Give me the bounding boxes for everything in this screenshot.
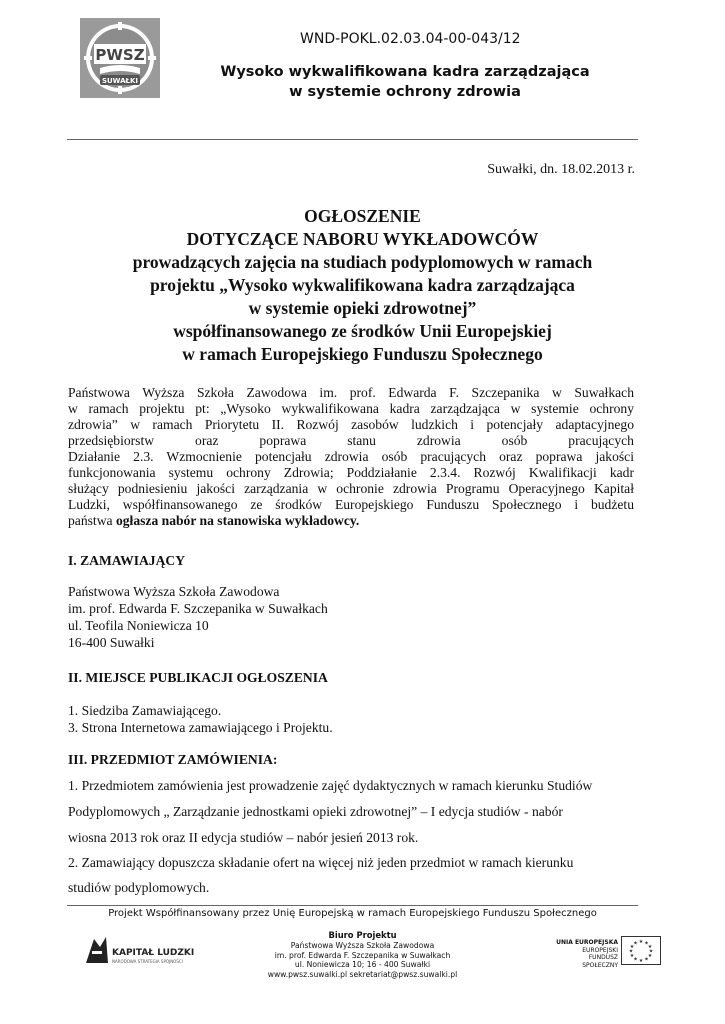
- title-line-7: w ramach Europejskiego Funduszu Społecznego: [182, 344, 543, 364]
- svg-text:★: ★: [647, 953, 653, 959]
- office-line: im. prof. Edwarda F. Szczepanika w Suwałkach: [274, 950, 451, 960]
- intro-line-3: zdrowia” w ramach Priorytetu II. Rozwój zasobów ludzkich i potencjały adaptacyjnego: [68, 417, 634, 432]
- svg-text:★: ★: [633, 940, 638, 947]
- intro-word: pracujących: [568, 433, 634, 448]
- intro-line-4: [68, 433, 634, 449]
- svg-text:★: ★: [638, 958, 644, 964]
- intro-line-7: służący podniesieniu jakości zarządzania w ochronie zdrowia Programu Operacyjnego Kapitał: [68, 481, 634, 496]
- intro-line-2: w ramach projektu pt: „Wysoko wykwalifikowana kadra zarządzająca w systemie ochrony: [68, 401, 634, 416]
- section-1-line: im. prof. Edwarda F. Szczepanika w Suwałkach: [68, 601, 328, 616]
- section-3-line: studiów podyplomowych.: [68, 880, 210, 895]
- intro-line-9-prefix: państwa: [68, 513, 116, 528]
- eu-fund-label: [556, 939, 618, 969]
- svg-text:★: ★: [648, 948, 654, 955]
- section-3-line: 1. Przedmiotem zamówienia jest prowadzenie zajęć dydaktycznych w ramach kierunku Studiów: [68, 778, 593, 793]
- section-2-line: 3. Strona Internetowa zamawiającego i Projektu.: [68, 720, 333, 735]
- section-1-line: 16-400 Suwałki: [68, 635, 155, 650]
- project-title-line1: Wysoko wykwalifikowana kadra zarządzająca: [220, 64, 590, 80]
- title-line-2: DOTYCZĄCE NABORU WYKŁADOWCÓW: [186, 229, 539, 249]
- title-line-4: projektu „Wysoko wykwalifikowana kadra zarządzająca: [150, 275, 575, 295]
- section-2-line: 1. Siedziba Zamawiającego.: [68, 703, 222, 718]
- intro-line-9: [68, 513, 634, 529]
- intro-line-9-bold: ogłasza nabór na stanowiska wykładowcy.: [115, 513, 360, 528]
- eu-label-line: UNIA EUROPEJSKA: [556, 939, 618, 946]
- kapital-ludzki-logo: [84, 933, 194, 967]
- office-line: www.pwsz.suwalki.pl sekretariat@pwsz.suwalki.pl: [267, 970, 458, 980]
- intro-line-5: Działanie 2.3. Wzmocnienie potencjału zdrowia osób pracujących oraz poprawa jakości: [68, 449, 634, 464]
- eu-label-line: EUROPEJSKI: [582, 946, 618, 954]
- kl-logo-text: KAPITAŁ LUDZKI: [112, 948, 194, 958]
- intro-word: zdrowia: [416, 433, 461, 448]
- document-code: WND-POKL.02.03.04-00-043/12: [300, 31, 521, 47]
- office-line: Państwowa Wyższa Szkoła Zawodowa: [290, 940, 435, 950]
- intro-word: oraz: [195, 433, 219, 448]
- cofinancing-note: Projekt Współfinansowany przez Unię Europejską w ramach Europejskiego Funduszu Społecznego: [108, 908, 597, 919]
- svg-text:★: ★: [638, 939, 644, 945]
- document-date: Suwałki, dn. 18.02.2013 r.: [487, 162, 635, 177]
- svg-text:★: ★: [629, 944, 635, 950]
- title-line-3: prowadzących zajęcia na studiach podyplomowych w ramach: [132, 252, 593, 272]
- intro-word: stanu: [347, 433, 376, 448]
- svg-text:★: ★: [644, 940, 649, 947]
- section-3-line: 2. Zamawiający dopuszcza składanie ofert na więcej niż jeden przedmiot w ramach kierunku: [68, 855, 574, 870]
- office-title: Biuro Projektu: [328, 930, 397, 940]
- section-1-heading: I. ZAMAWIAJĄCY: [68, 553, 186, 568]
- office-line: ul. Noniewicza 10; 16 - 400 Suwałki: [294, 960, 431, 970]
- logo-text: PWSZ: [95, 46, 145, 64]
- section-2-heading: II. MIEJSCE PUBLIKACJI OGŁOSZENIA: [68, 670, 328, 685]
- intro-line-6: funkcjonowania systemu ochrony Zdrowia; Poddziałanie 2.3.4. Rozwój Kwalifikacji kadr: [68, 465, 634, 480]
- title-line-1: OGŁOSZENIE: [304, 206, 421, 226]
- intro-word: osób: [501, 433, 528, 448]
- pwsz-logo: [80, 18, 160, 98]
- title-line-6: współfinansowanego ze środków Unii Europejskiej: [173, 321, 552, 341]
- svg-text:★: ★: [629, 953, 635, 959]
- section-1-line: ul. Teofila Noniewicza 10: [68, 618, 209, 633]
- section-3-line: wiosna 2013 rok oraz II edycja studiów – nabór jesień 2013 rok.: [68, 830, 419, 845]
- title-line-5: w systemie opieki zdrowotnej”: [248, 298, 477, 318]
- section-3-heading: III. PRZEDMIOT ZAMÓWIENIA:: [68, 752, 278, 767]
- intro-line-8: Ludzki, współfinansowanego ze środków Europejskiego Funduszu Społecznego i budżetu: [68, 497, 634, 512]
- svg-text:★: ★: [628, 948, 634, 955]
- intro-line-1: Państwowa Wyższa Szkoła Zawodowa im. prof. Edwarda F. Szczepanika w Suwałkach: [68, 385, 634, 400]
- section-1-line: Państwowa Wyższa Szkoła Zawodowa: [68, 584, 280, 599]
- kl-logo-subtext: NARODOWA STRATEGIA SPÓJNOŚCI: [112, 959, 183, 964]
- project-office: [230, 931, 495, 980]
- svg-text:★: ★: [633, 956, 638, 963]
- header-divider: [67, 139, 638, 140]
- project-title-line2: w systemie ochrony zdrowia: [289, 84, 521, 100]
- section-3-line: Podyplomowych „ Zarządzanie jednostkami opieki zdrowotnej” – I edycja studiów - nabór: [68, 804, 563, 819]
- eu-flag-icon: [621, 936, 661, 965]
- eu-label-line: FUNDUSZ SPOŁECZNY: [582, 954, 618, 969]
- intro-word: przedsiębiorstw: [68, 433, 155, 448]
- logo-subtext: SUWAŁKI: [101, 77, 139, 85]
- svg-text:★: ★: [644, 956, 649, 963]
- footer-divider: [67, 905, 638, 906]
- svg-text:★: ★: [647, 944, 653, 950]
- intro-word: poprawa: [259, 433, 307, 448]
